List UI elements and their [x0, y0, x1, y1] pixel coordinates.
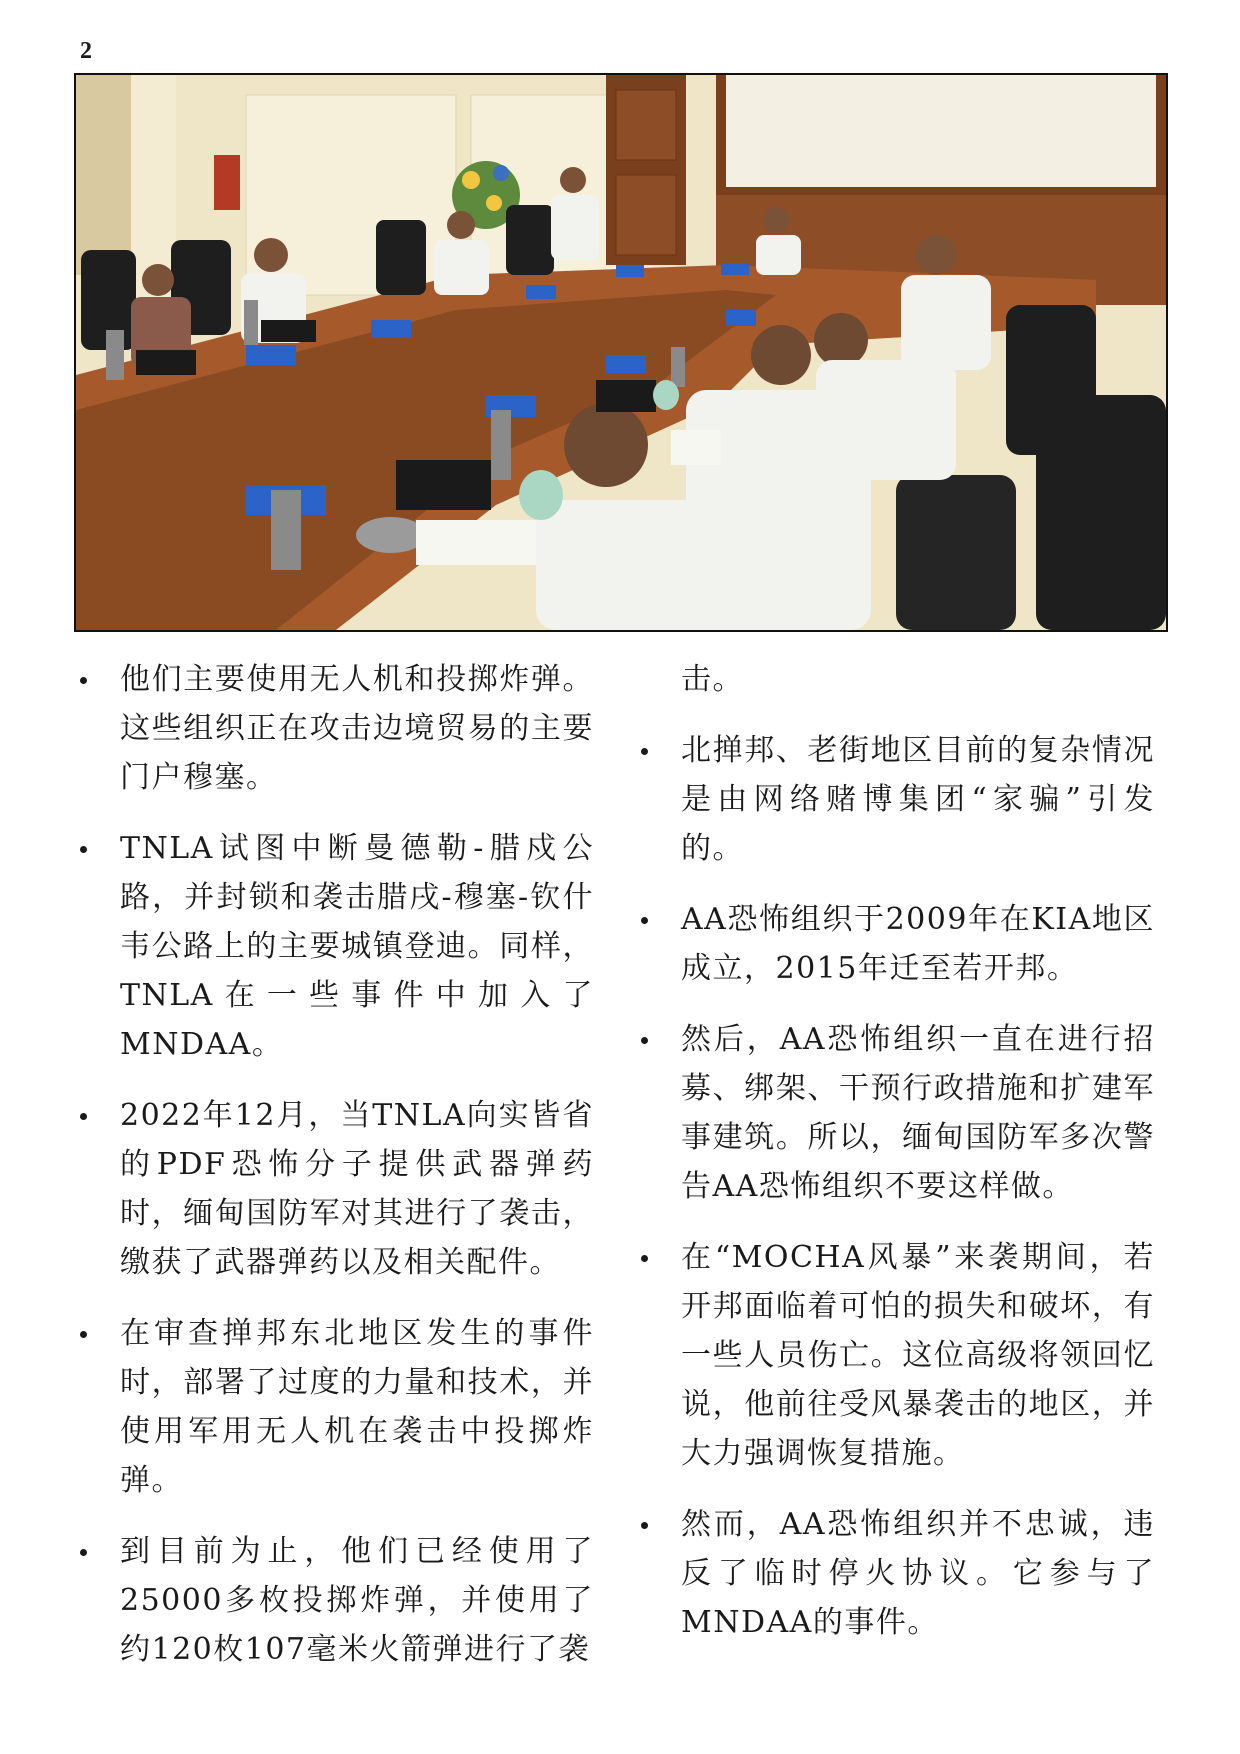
- bullet-icon: [641, 748, 648, 755]
- bullet-icon: [80, 846, 87, 853]
- list-item-text: 在审查掸邦东北地区发生的事件时，部署了过度的力量和技术，并使用军用无人机在袭击中投掷炸弹。: [120, 1316, 594, 1498]
- bullet-icon: [80, 1113, 87, 1120]
- bullet-icon: [80, 1331, 87, 1338]
- list-item-text: 他们主要使用无人机和投掷炸弹。这些组织正在攻击边境贸易的主要门户穆塞。: [120, 662, 594, 795]
- list-item: [635, 1500, 1155, 1647]
- list-item-text: 北掸邦、老街地区目前的复杂情况是由网络赌博集团“家骗”引发的。: [681, 733, 1155, 866]
- bullet-icon: [641, 1255, 648, 1262]
- list-item: [74, 824, 594, 1069]
- list-item: [74, 1091, 594, 1287]
- bullet-icon: [641, 1037, 648, 1044]
- bullet-icon: [641, 1522, 648, 1529]
- continued-text-content: 击。: [681, 662, 744, 697]
- list-item: [635, 1233, 1155, 1478]
- list-item-text: 到目前为止，他们已经使用了25000多枚投掷炸弹，并使用了约120枚107毫米火箭弹进行了袭: [120, 1534, 594, 1667]
- bullet-icon: [641, 917, 648, 924]
- meeting-photo: [74, 73, 1168, 632]
- list-item: [635, 726, 1155, 873]
- bullet-icon: [80, 1549, 87, 1556]
- right-column: [635, 655, 1155, 1669]
- list-item-text: TNLA试图中断曼德勒-腊戍公路，并封锁和袭击腊戌-穆塞-钦什韦公路上的主要城镇登迪。同样，TNLA在一些事件中加入了MNDAA。: [120, 831, 594, 1062]
- list-item-text: 然而，AA恐怖组织并不忠诚，违反了临时停火协议。它参与了MNDAA的事件。: [681, 1507, 1155, 1640]
- list-item: [635, 1015, 1155, 1211]
- list-item: [74, 1527, 594, 1674]
- list-item-text: 在“MOCHA风暴”来袭期间，若开邦面临着可怕的损失和破坏，有一些人员伤亡。这位高级将领回忆说，他前往受风暴袭击的地区，并大力强调恢复措施。: [681, 1240, 1155, 1471]
- list-item-text: 2022年12月，当TNLA向实皆省的PDF恐怖分子提供武器弹药时，缅甸国防军对其进行了袭击，缴获了武器弹药以及相关配件。: [120, 1098, 594, 1280]
- continued-text: [635, 655, 1155, 704]
- list-item: [635, 895, 1155, 993]
- bullet-icon: [80, 677, 87, 684]
- list-item-text: 然后，AA恐怖组织一直在进行招募、绑架、干预行政措施和扩建军事建筑。所以，缅甸国防军多次警告AA恐怖组织不要这样做。: [681, 1022, 1155, 1204]
- meeting-room-photo-icon: [76, 75, 1166, 630]
- left-column: [74, 655, 594, 1696]
- list-item: [74, 1309, 594, 1505]
- list-item: [74, 655, 594, 802]
- list-item-text: AA恐怖组织于2009年在KIA地区成立，2015年迁至若开邦。: [681, 902, 1155, 986]
- page-number: 2: [80, 38, 92, 64]
